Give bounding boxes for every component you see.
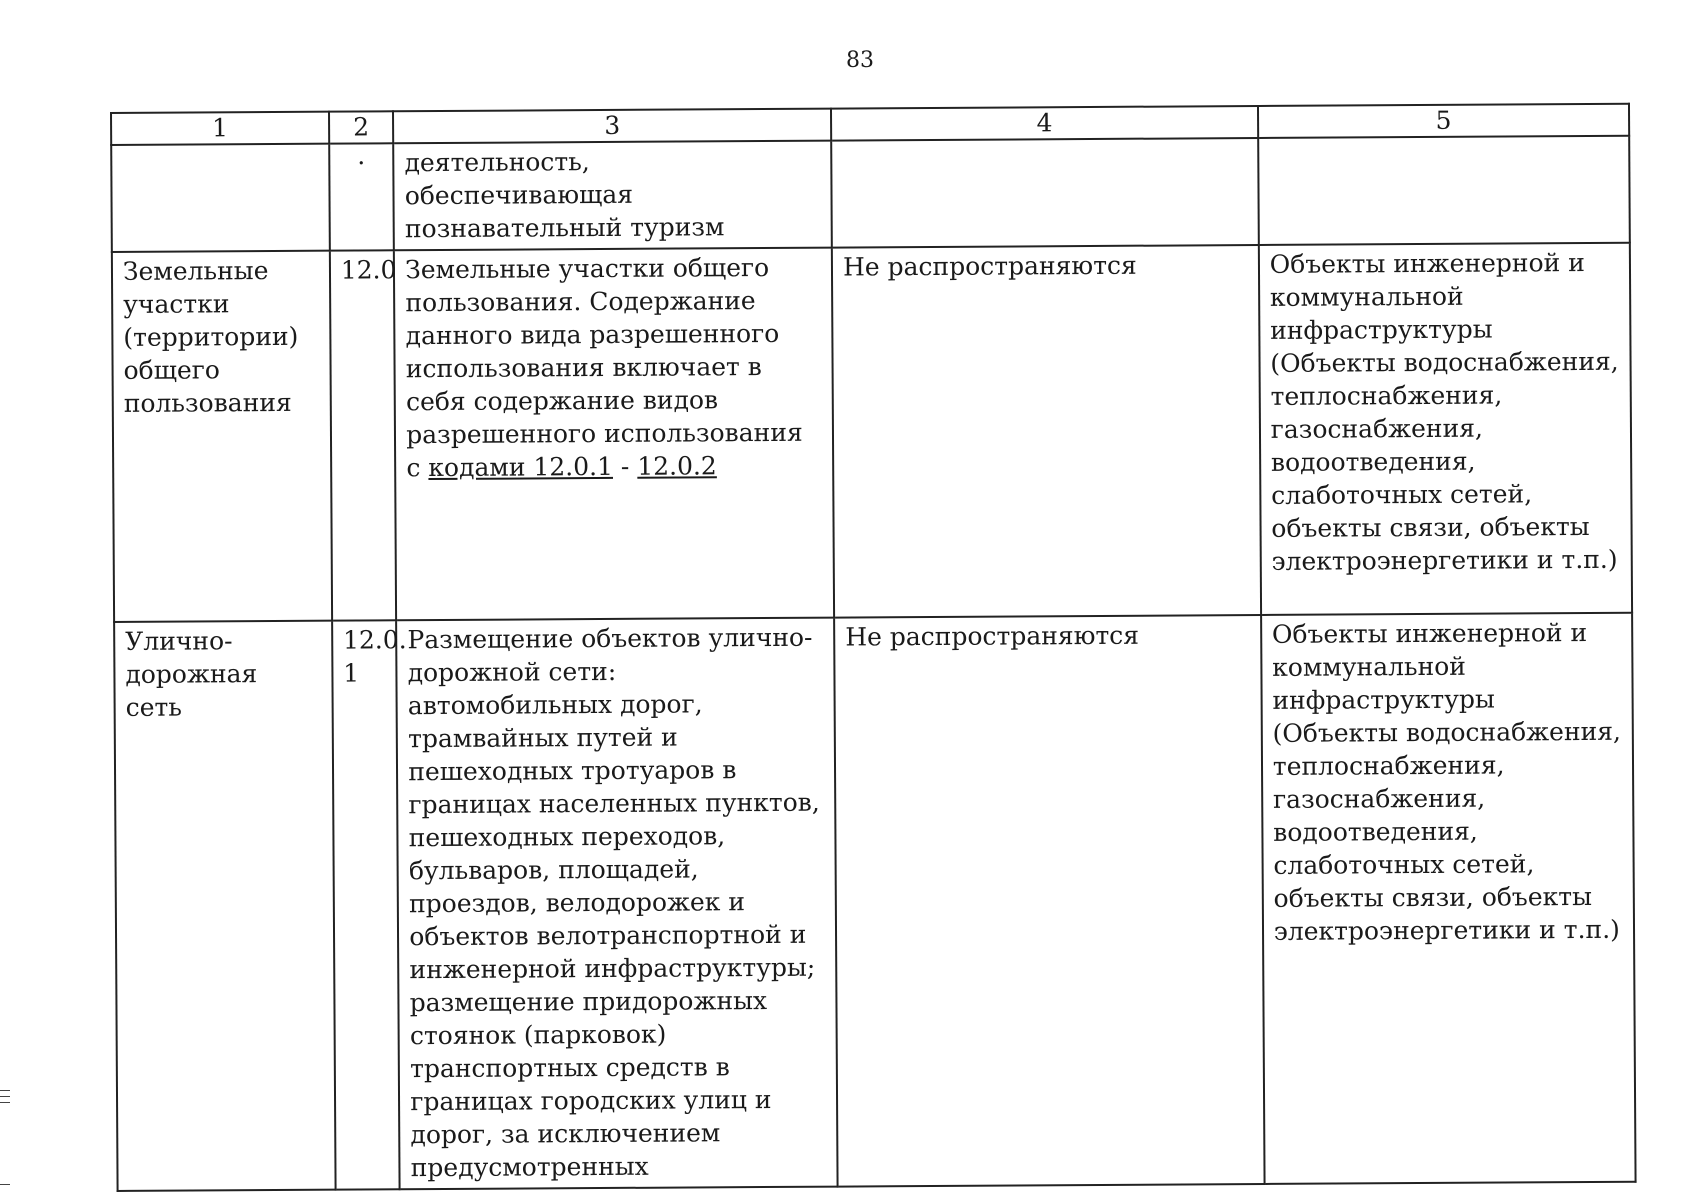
column-header-4: 4 [831, 106, 1258, 141]
column-header-3: 3 [393, 109, 831, 144]
margin-mark [0, 1090, 10, 1091]
description-dash: - [612, 451, 638, 481]
cell-use-name: Улично-дорожная сеть [114, 621, 335, 1191]
cell-parameters: Не распространяются [832, 245, 1261, 618]
code-link[interactable]: 12.0.2 [637, 451, 717, 481]
column-header-2: 2 [329, 111, 394, 143]
cell-code: · [329, 143, 394, 250]
margin-mark [0, 1096, 10, 1097]
page-number: 83 [846, 48, 874, 73]
column-header-5: 5 [1258, 104, 1629, 138]
cell-parameters: Не распространяются [834, 615, 1264, 1187]
margin-mark [0, 1102, 10, 1103]
cell-empty [1258, 136, 1630, 245]
cell-code: 12.0 [330, 250, 397, 620]
codes-link[interactable]: кодами 12.0.1 [428, 451, 614, 483]
cell-code: 12.0. 1 [332, 620, 400, 1189]
table-row [112, 243, 1632, 622]
cell-auxiliary-uses: Объекты инженерной и коммунальной инфраструктуры (Объекты водоснабжения, теплоснабжения, газоснабжения, водоотведения, слаботочных сетей, объекты связи, объекты электроэнергетики и т.п.) [1261, 613, 1636, 1184]
table-row-continuation [111, 136, 1630, 252]
cell-description [394, 248, 834, 621]
cell-use-name: Земельные участки (территории) общего пользования [112, 251, 332, 622]
description-text: Земельные участки общего пользования. Содержание данного вида разрешенного использования включает в себя содержание видов разрешенного использования с [405, 252, 803, 483]
cell-empty [111, 144, 329, 252]
column-header-1: 1 [111, 112, 329, 145]
cell-description: деятельность, обеспечивающая познавательный туризм [393, 141, 831, 251]
table-row [114, 613, 1635, 1191]
description-paragraph: Размещение объектов улично-дорожной сети: автомобильных дорог, трамвайных путей и пешеходных тротуаров в границах населенных пунктов, пешеходных переходов, бульваров, площадей, проездов, велодорожек и объектов велотранспортной и инженерной инфраструктуры; [407, 622, 820, 985]
cell-auxiliary-uses: Объекты инженерной и коммунальной инфраструктуры (Объекты водоснабжения, теплоснабжения, газоснабжения, водоотведения, слаботочных сетей, объекты связи, объекты электроэнергетики и т.п.) [1259, 243, 1632, 615]
regulations-table [110, 103, 1637, 1192]
margin-mark [0, 1184, 10, 1185]
cell-empty [831, 138, 1258, 248]
description-paragraph: размещение придорожных стоянок (парковок) транспортных средств в границах городских улиц и дорог, за исключением предусмотренных [409, 986, 772, 1183]
cell-description [396, 618, 837, 1190]
